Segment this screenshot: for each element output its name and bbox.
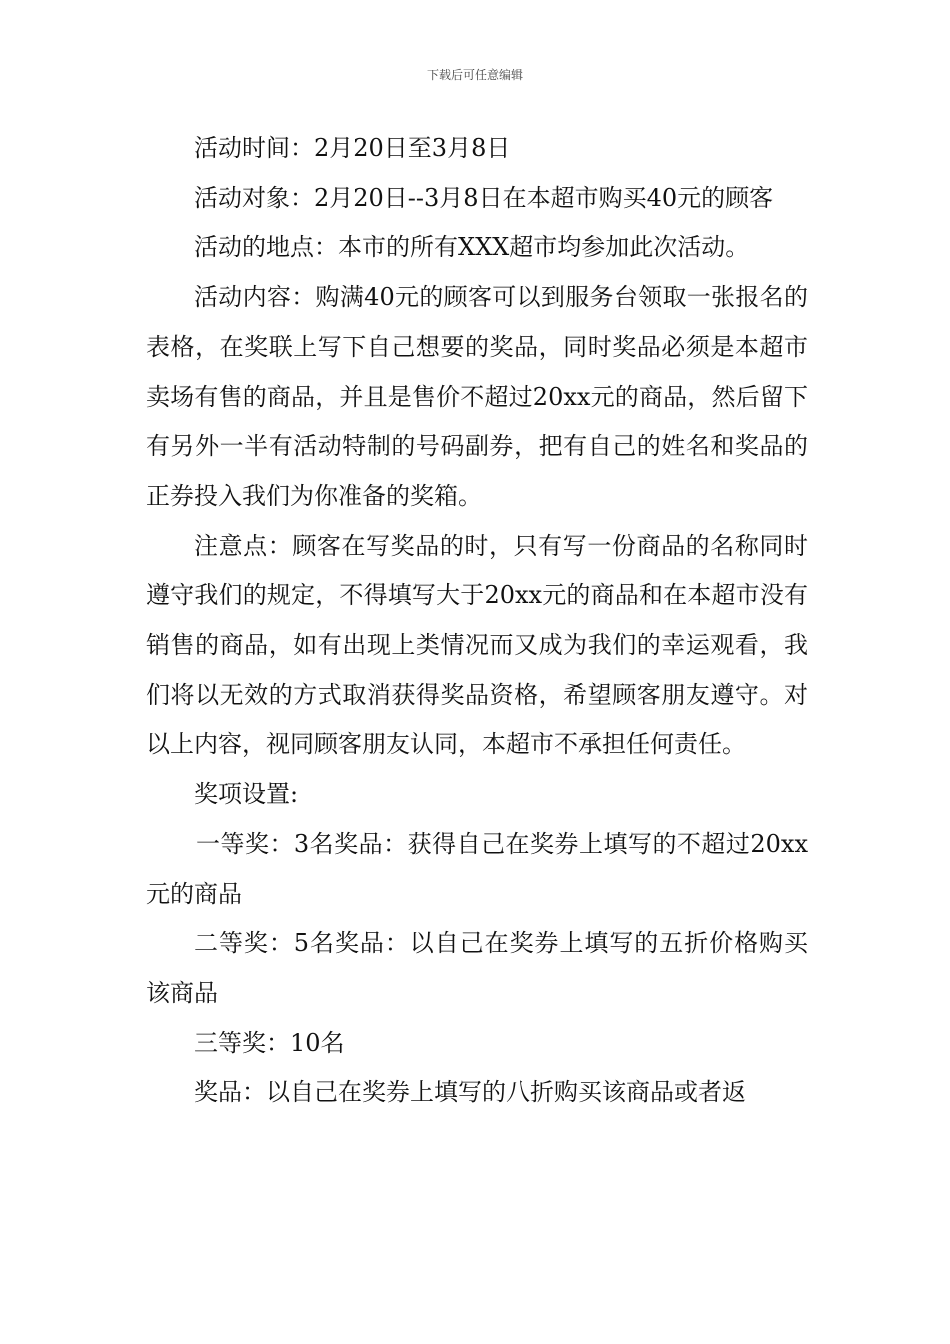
paragraph-activity-time: 活动时间：2月20日至3月8日	[194, 134, 511, 162]
paragraph-notice: 注意点：顾客在写奖品的时，只有写一份商品的名称同时遵守我们的规定，不得填写大于20xx元的商品和在本超市没有销售的商品，如有出现上类情况而又成为我们的幸运观看，我们将以无效的方式取消获得奖品资格，希望顾客朋友遵守。对以上内容，视同顾客朋友认同，本超市不承担任何责任。	[146, 531, 808, 759]
paragraph-activity-content: 活动内容：购满40元的顾客可以到服务台领取一张报名的表格，在奖联上写下自己想要的奖品，同时奖品必须是本超市卖场有售的商品，并且是售价不超过20xx元的商品，然后留下有另外一半有活动特制的号码副券，把有自己的姓名和奖品的正券投入我们为你准备的奖箱。	[146, 283, 808, 510]
paragraph-activity-location: 活动的地点：本市的所有XXX超市均参加此次活动。	[194, 233, 750, 262]
page-header-note: 下载后可任意编辑	[426, 68, 523, 82]
paragraph-first-prize: 一等奖：3名奖品：获得自己在奖券上填写的不超过20xx元的商品	[146, 829, 808, 908]
paragraph-third-prize-detail: 奖品：以自己在奖券上填写的八折购买该商品或者返	[194, 1078, 746, 1107]
paragraph-third-prize: 三等奖：10名	[194, 1028, 345, 1057]
document-body	[146, 124, 808, 1118]
paragraph-activity-target: 活动对象：2月20日--3月8日在本超市购买40元的顾客	[194, 183, 774, 212]
paragraph-second-prize: 二等奖：5名奖品：以自己在奖券上填写的五折价格购买该商品	[146, 929, 808, 1007]
paragraph-prize-settings: 奖项设置:	[194, 780, 299, 809]
